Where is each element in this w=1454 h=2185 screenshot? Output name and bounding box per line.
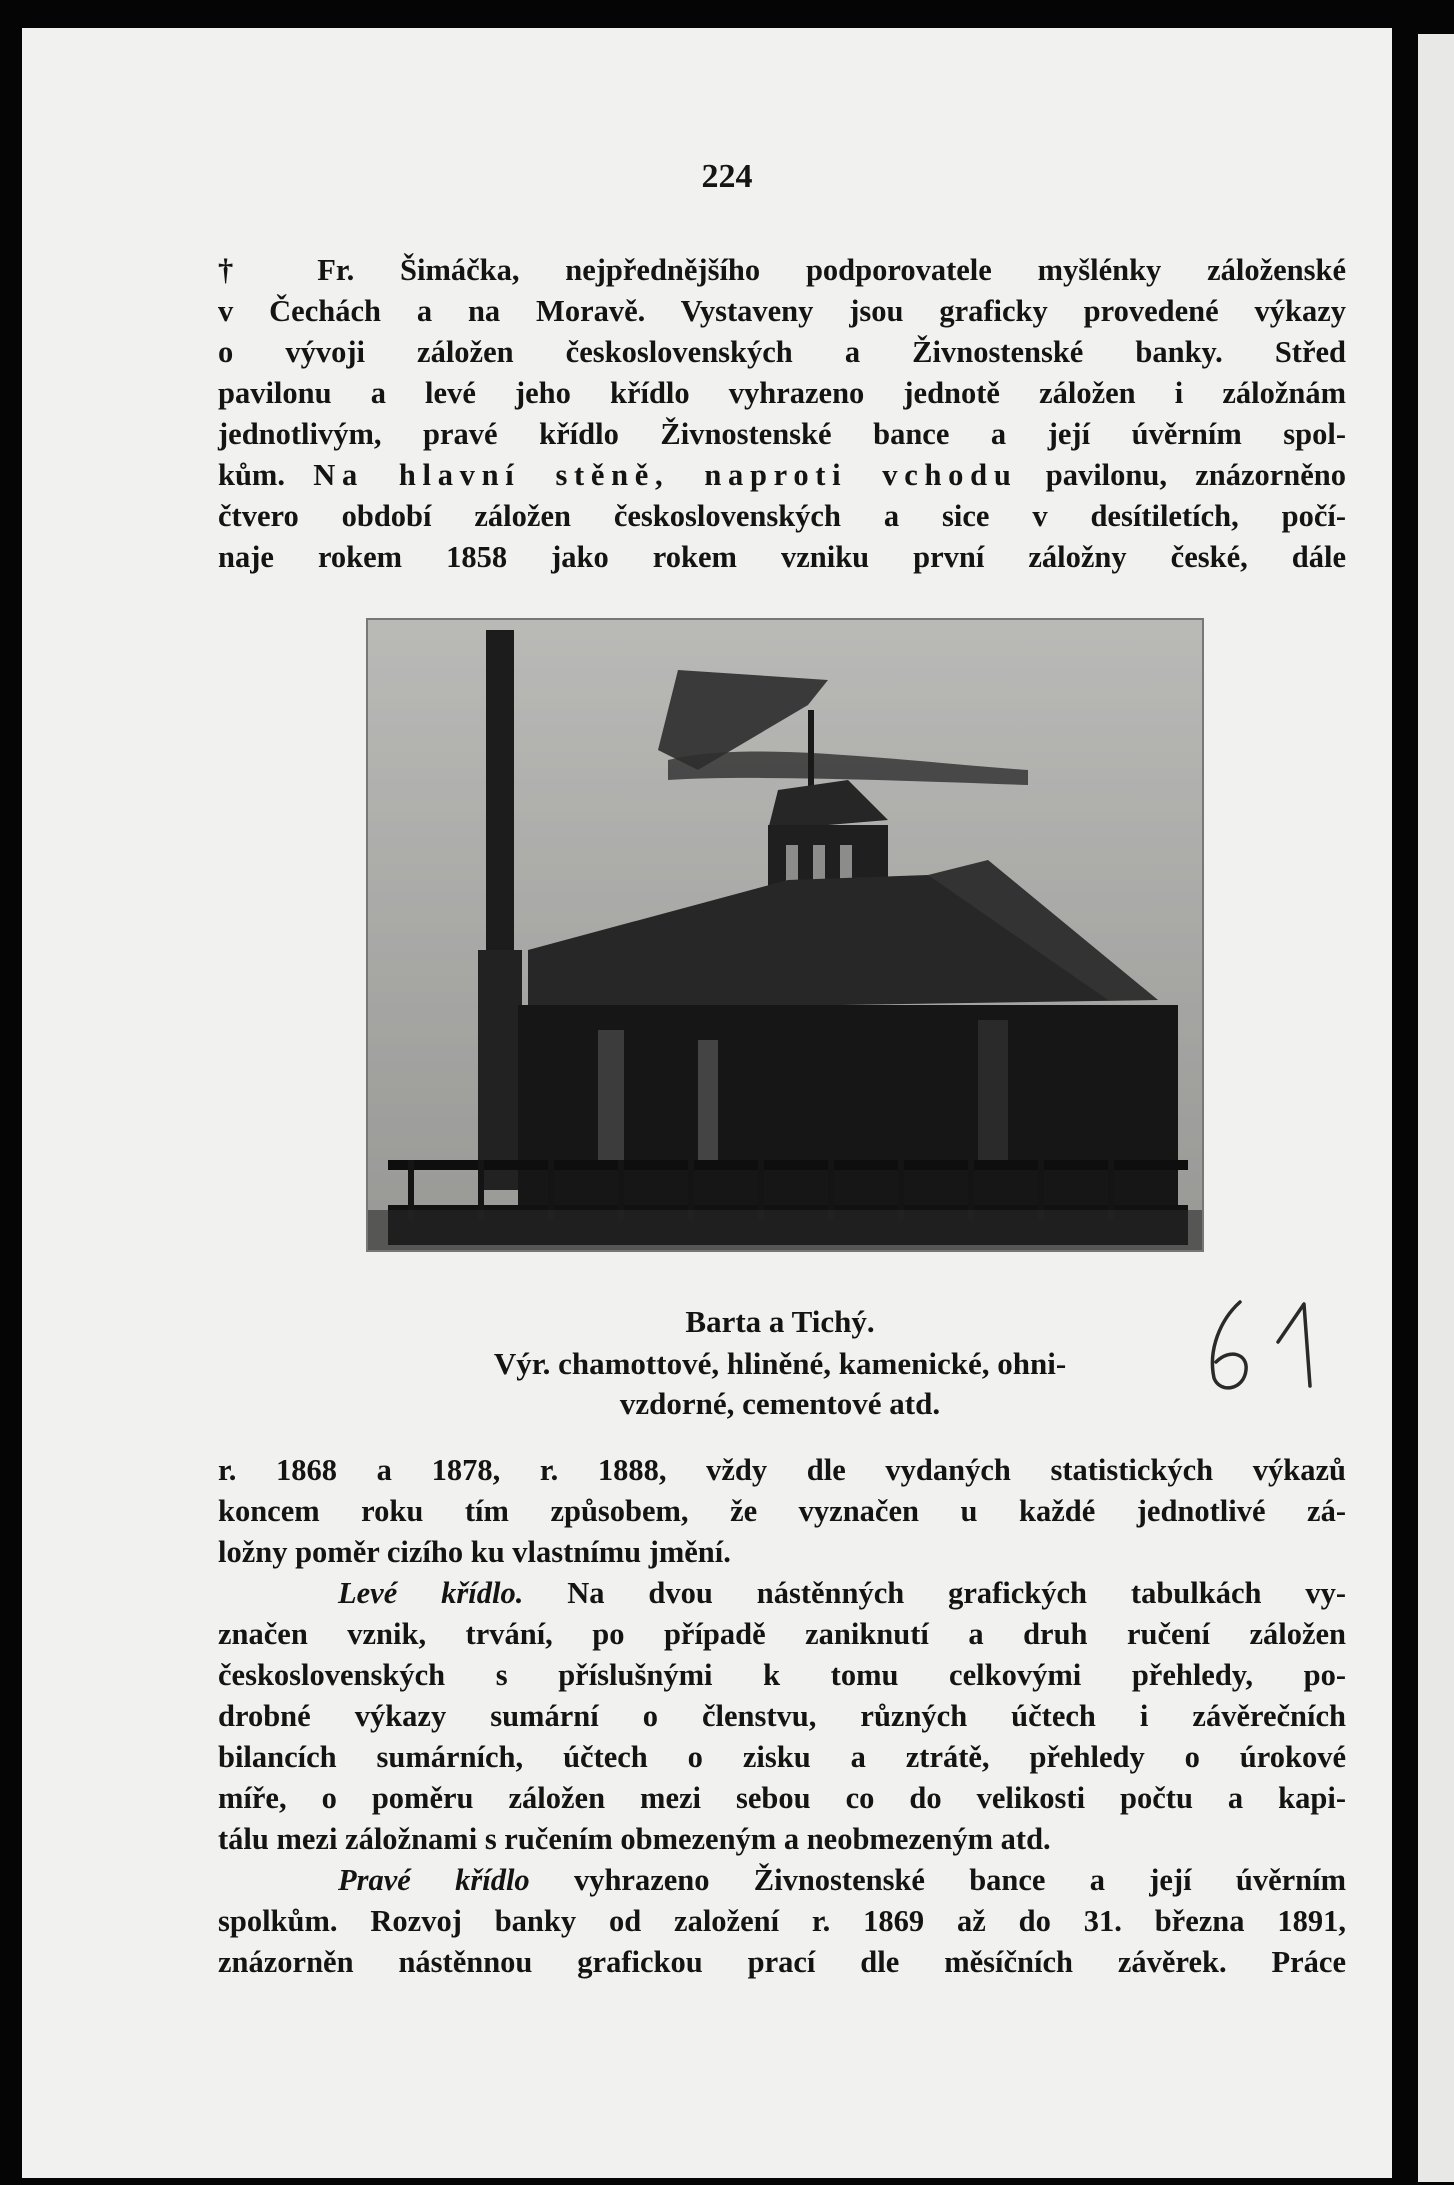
top-paragraph [218,250,1346,578]
caption-products-line2: vzdorné, cementové atd. [619,1386,941,1421]
text-line [218,1860,1346,1901]
text-line: koncem roku tím způsobem, že vyznačen u každé jednotlivé zá- [218,1494,1346,1528]
spaced-emphasis: Na hlavní stěně, naproti vchodu [313,458,1018,492]
text-line [218,1573,1346,1614]
text-line: znázorněn nástěnnou grafickou prací dle měsíčních závěrek. Práce [218,1945,1346,1979]
caption-products-line1: Výr. chamottové, hliněné, kamenické, ohni- [493,1346,1067,1381]
text-line: r. 1868 a 1878, r. 1888, vždy dle vydaných statistických výkazů [218,1453,1346,1487]
text-fragment: kům. [218,458,314,492]
text-line: československých s příslušnými k tomu celkovými přehledy, po- [218,1658,1346,1692]
text-line: bilancích sumárních, účtech o zisku a ztrátě, přehledy o úrokové [218,1740,1346,1774]
text-fragment: vyhrazeno Živnostenské bance a její úvěrním [529,1863,1346,1897]
adjacent-page-edge [1418,34,1454,2182]
text-line: spolkům. Rozvoj banky od založení r. 1869 až do 31. března 1891, [218,1904,1346,1938]
text-line: drobné výkazy sumární o členstvu, různých účtech i závěrečních [218,1699,1346,1733]
page-number: 224 [701,158,753,195]
text-line: míře, o poměru záložen mezi sebou co do velikosti počtu a kapi- [218,1781,1346,1815]
text-line: tálu mezi záložnami s ručením obmezeným a neobmezeným atd. [218,1822,1051,1856]
text-line: pavilonu a levé jeho křídlo vyhrazeno jednotě záložen i záložnám [218,376,1346,410]
section-heading-left-wing: Levé křídlo. [338,1576,524,1610]
pavilion-photo-image [368,620,1202,1250]
text-line: ložny poměr cizího ku vlastnímu jmění. [218,1535,731,1569]
text-line: značen vznik, trvání, po případě zaniknutí a druh ručení záložen [218,1617,1346,1651]
section-heading-right-wing: Pravé křídlo [338,1863,530,1897]
caption-company: Barta a Tichý. [685,1304,875,1339]
handwritten-page-number [1200,1290,1350,1400]
pavilion-photo [366,618,1204,1252]
text-line: † Fr. Šimáčka, nejpřednějšího podporovatele myšlénky záloženské [218,253,1346,287]
text-line [218,455,1346,496]
text-fragment: pavilonu, znázorněno [1017,458,1346,492]
text-fragment: Na dvou nástěnných grafických tabulkách vy- [523,1576,1347,1610]
text-line: jednotlivým, pravé křídlo Živnostenské bance a její úvěrním spol- [218,417,1346,451]
text-line: v Čechách a na Moravě. Vystaveny jsou graficky provedené výkazy [218,294,1346,328]
text-line: naje rokem 1858 jako rokem vzniku první záložny české, dále [218,540,1346,574]
text-line: čtvero období záložen československých a sice v desítiletích, počí- [218,499,1346,533]
text-line: o vývoji záložen československých a Živnostenské banky. Střed [218,335,1346,369]
bottom-paragraph [218,1450,1346,1983]
